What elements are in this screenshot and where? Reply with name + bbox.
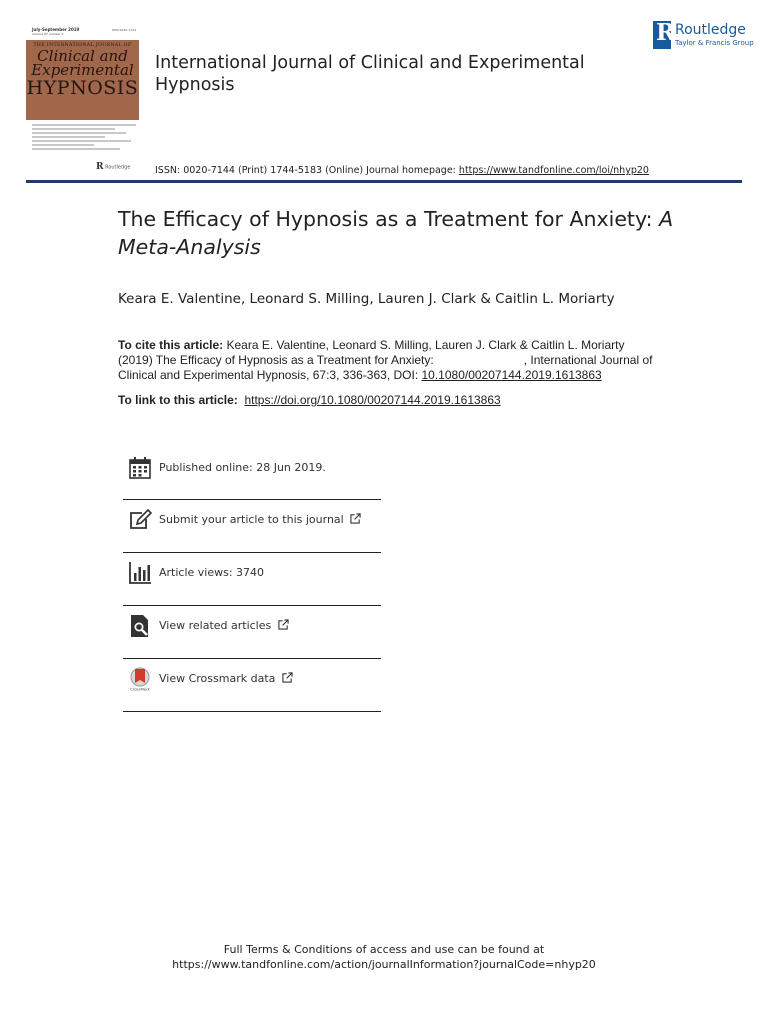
cite-doi-link[interactable]: 10.1080/00207144.2019.1613863: [421, 368, 602, 382]
submit-article-link[interactable]: [159, 513, 361, 526]
footer-line-1: Full Terms & Conditions of access and use can be found at: [223, 943, 545, 956]
crossmark-icon: [128, 667, 152, 691]
cite-text-2: , International Journal of Clinical and Experimental Hypnosis, 67:3, 336-363, DOI:: [118, 353, 653, 382]
search-document-icon: [128, 614, 152, 638]
citation-block: [118, 338, 653, 383]
cover-publisher-label: Routledge: [105, 164, 131, 171]
title-main: The Efficacy of Hypnosis as a Treatment for Anxiety:: [118, 207, 653, 231]
issn-text: ISSN: 0020-7144 (Print) 1744-5183 (Online) Journal homepage:: [155, 165, 456, 176]
article-info-list: [123, 448, 381, 712]
article-views: Article views: 3740: [159, 566, 265, 579]
routledge-logo-icon: R: [653, 21, 671, 49]
logo-subtitle: Taylor & Francis Group: [675, 39, 754, 47]
article-title: [118, 205, 678, 261]
logo-name: Routledge: [675, 22, 746, 38]
submit-label: Submit your article to this journal: [159, 513, 344, 526]
article-authors: Keara E. Valentine, Leonard S. Milling, Lauren J. Clark & Caitlin L. Moriarty: [118, 291, 615, 307]
external-link-icon: [350, 513, 361, 524]
cover-line-1: THE INTERNATIONAL JOURNAL OF: [33, 43, 132, 48]
external-link-icon: [282, 672, 293, 683]
terms-footer: [0, 942, 768, 972]
cover-line-3: HYPNOSIS: [26, 77, 139, 99]
cite-label: To cite this article:: [118, 338, 224, 352]
article-doi-link[interactable]: https://doi.org/10.1080/00207144.2019.1613863: [244, 393, 501, 407]
cover-publisher: [96, 162, 130, 172]
external-link-icon: [278, 619, 289, 630]
bar-chart-icon: [128, 561, 152, 585]
link-label: To link to this article:: [118, 393, 238, 407]
related-label: View related articles: [159, 619, 272, 632]
published-date: Published online: 28 Jun 2019.: [159, 461, 326, 474]
crossmark-link[interactable]: [159, 672, 293, 685]
routledge-logo[interactable]: [653, 21, 753, 53]
crossmark-label: View Crossmark data: [159, 672, 276, 685]
crossmark-row[interactable]: [123, 659, 381, 712]
cover-contents-lines: [32, 124, 136, 152]
issn-line: [155, 165, 649, 176]
cover-date: July-September 2019: [32, 27, 80, 32]
related-articles-link[interactable]: [159, 619, 289, 632]
submit-row[interactable]: [123, 500, 381, 553]
cover-line-2: Clinical and Experimental: [31, 47, 134, 79]
edit-icon: [128, 508, 152, 532]
crossmark-badge-text: CrossMark: [130, 686, 150, 691]
header-divider: [26, 180, 742, 183]
related-row[interactable]: [123, 606, 381, 659]
cover-volume: Volume 67 number 3: [32, 32, 64, 36]
cite-text-1: Keara E. Valentine, Leonard S. Milling, Lauren J. Clark & Caitlin L. Moriarty (2019) The Efficacy of Hypnosis as a Treatment for Anxiety:: [118, 338, 625, 367]
routledge-r-icon: R: [96, 162, 104, 172]
calendar-icon: [128, 456, 152, 480]
journal-homepage-link[interactable]: https://www.tandfonline.com/loi/nhyp20: [458, 165, 649, 176]
cover-issn: ISSN 0020-7144: [111, 28, 136, 32]
views-row: [123, 553, 381, 606]
cover-header: [26, 27, 140, 41]
footer-terms-link[interactable]: https://www.tandfonline.com/action/journalInformation?journalCode=nhyp20: [172, 958, 596, 971]
journal-cover-image: [26, 40, 139, 120]
published-row: [123, 448, 381, 500]
title-italic: A Meta-Analysis: [118, 207, 674, 259]
journal-title: International Journal of Clinical and Experimental Hypnosis: [155, 53, 585, 95]
article-link-block: [118, 393, 501, 407]
